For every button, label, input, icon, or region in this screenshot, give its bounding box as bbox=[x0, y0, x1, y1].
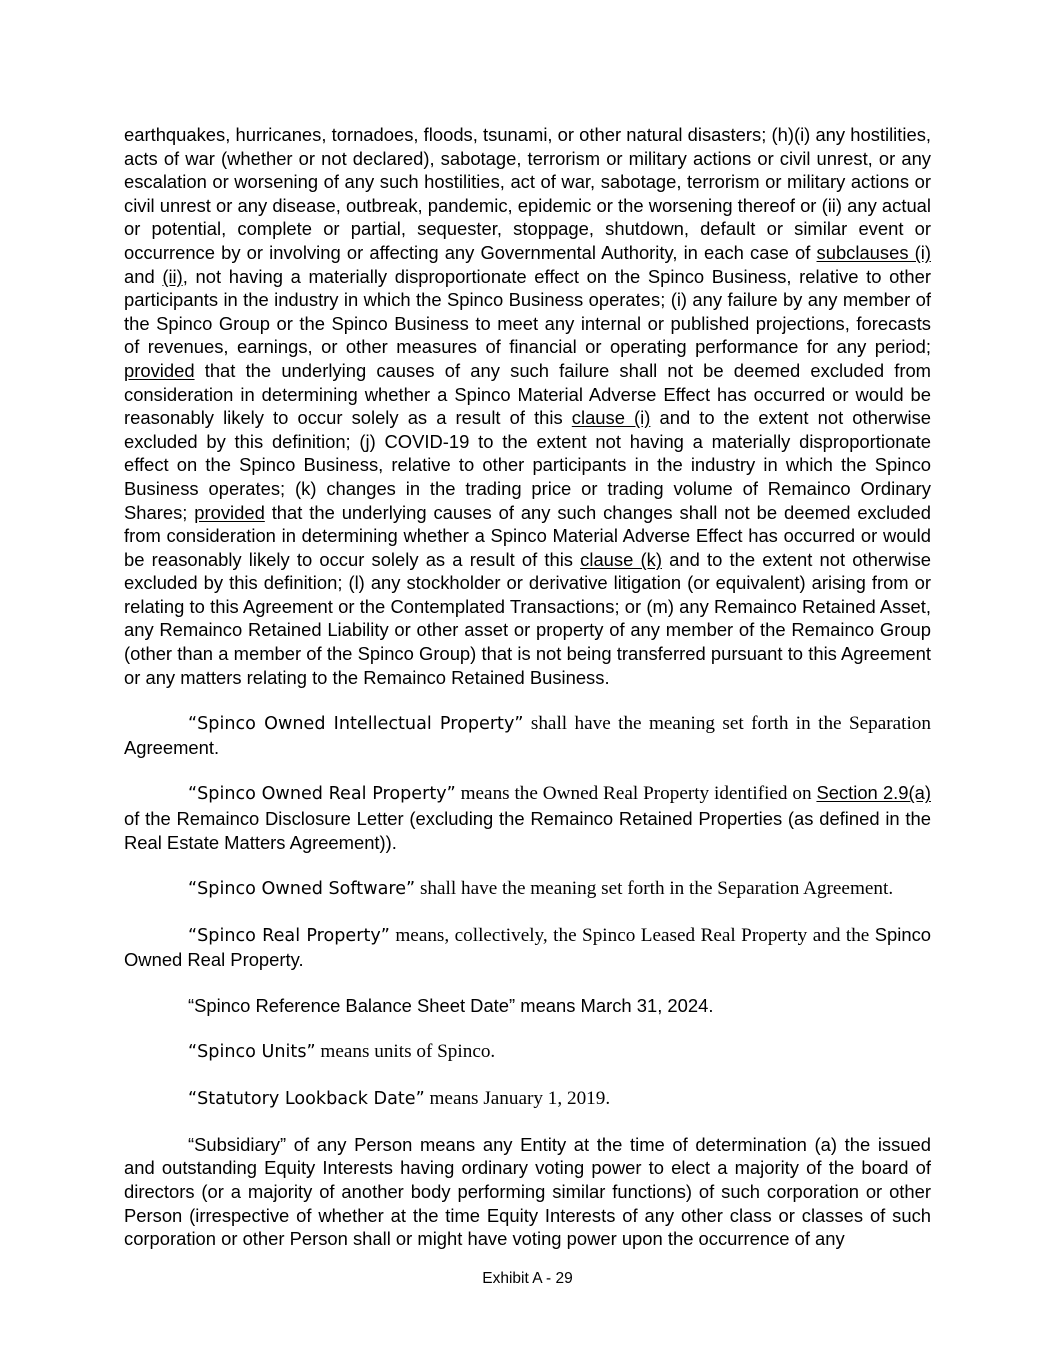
defined-term: “Statutory Lookback Date” bbox=[188, 1088, 425, 1109]
paragraph-text: , not having a materially disproportionate effect on the Spinco Business, relative to other participants in the industry in which the Spinco Business operates; (i) any failure by any member of the Spinco Group or the Spinco Business to meet any internal or published projections, forecasts of revenues, earnings, or other measures of financial or operating performance for any period; bbox=[124, 265, 931, 358]
definition-text: means units of Spinco. bbox=[315, 1040, 496, 1062]
paragraph-text: and to the extent not otherwise excluded by this definition; (l) any stockholder or derivative litigation (or equivalent) arising from or relating to this Agreement or the Contemplated Transactions; or (m) any Remainco Retained Asset, any Remainco Retained Liability or other asset or property of any member of the Remainco Group (other than a member of the Spinco Group) that is not being transferred pursuant to this Agreement or any matters relating to the Remainco Retained Business. bbox=[124, 548, 931, 688]
underlined-proviso: provided bbox=[124, 359, 195, 381]
definition-text: shall have the meaning set forth in the Separation bbox=[523, 712, 931, 734]
underlined-reference: clause (k) bbox=[580, 548, 662, 570]
definition-text: Agreement. bbox=[124, 737, 220, 759]
definition-spinco-owned-software bbox=[124, 876, 931, 902]
defined-term: “Spinco Owned Real Property” bbox=[188, 784, 456, 805]
definition-statutory-lookback-date bbox=[124, 1086, 931, 1112]
paragraph-text: that the underlying causes of any such failure shall not be deemed excluded from consideration in determining whether a Spinco Material Adverse Effect has occurred or would be reasonably likely to occur solely as a result of this bbox=[124, 359, 931, 429]
definition-spinco-owned-real-property bbox=[124, 781, 931, 854]
underlined-reference: (ii) bbox=[162, 265, 183, 287]
paragraph-text: and to the extent not otherwise excluded by this definition; (j) COVID-19 to the extent not having a materially disproportionate effect on the Spinco Business, relative to other participants in the industry in which the Spinco Business operates; (k) changes in the trading price or trading volume of Remainco Ordinary Shares; bbox=[124, 407, 931, 523]
document-body bbox=[124, 123, 931, 1272]
definition-text: means the Owned Real Property identified on bbox=[455, 783, 817, 805]
page-footer: Exhibit A - 29 bbox=[482, 1270, 573, 1287]
definition-spinco-units bbox=[124, 1039, 931, 1065]
definition-text: “Subsidiary” of any Person means any Entity at the time of determination (a) the issued and outstanding Equity Interests having ordinary voting power to elect a majority of the board of directors (or a majority of another body performing similar functions) of such corporation or other Person (irrespective of whether at the time Equity Interests of any other class or classes of such corporation or other Person shall or might have voting power upon the occurrence of any bbox=[124, 1133, 931, 1250]
definition-subsidiary bbox=[124, 1133, 931, 1251]
definition-text: shall have the meaning set forth in the Separation Agreement. bbox=[415, 877, 894, 899]
definition-spinco-real-property bbox=[124, 923, 931, 972]
paragraph-text: that the underlying causes of any such changes shall not be deemed excluded from consideration in determining whether a Spinco Material Adverse Effect has occurred or would be reasonably likely to occur solely as a result of this bbox=[124, 501, 931, 570]
defined-term: “Spinco Owned Software” bbox=[188, 878, 416, 899]
underlined-reference: clause (i) bbox=[571, 407, 651, 429]
definition-spinco-reference-balance-sheet-date bbox=[124, 994, 931, 1018]
definition-text: Spinco Owned Real Property. bbox=[124, 923, 931, 971]
definition-text: “Spinco Reference Balance Sheet Date” means March 31, 2024. bbox=[188, 994, 714, 1016]
definition-text: means, collectively, the Spinco Leased Real Property and the bbox=[389, 924, 875, 946]
definition-text: means January 1, 2019. bbox=[424, 1087, 611, 1109]
defined-term: “Spinco Units” bbox=[188, 1041, 316, 1062]
underlined-reference: subclauses (i) bbox=[816, 241, 931, 263]
definition-text: of the Remainco Disclosure Letter (excluding the Remainco Retained Properties (as defined in the Real Estate Matters Agreement)). bbox=[124, 808, 931, 853]
underlined-proviso: provided bbox=[194, 501, 265, 523]
section-reference: Section 2.9(a) bbox=[816, 782, 931, 804]
defined-term: “Spinco Real Property” bbox=[188, 925, 390, 946]
paragraph-material-adverse-effect-continued bbox=[124, 123, 931, 689]
definition-spinco-owned-intellectual-property bbox=[124, 711, 931, 760]
paragraph-text: earthquakes, hurricanes, tornadoes, floods, tsunami, or other natural disasters; (h)(i) any hostilities, acts of war (whether or not declared), sabotage, terrorism or military actions or civil unrest, or any escalation or worsening of any such hostilities, act of war, sabotage, terrorism or military actions or civil unrest or any disease, outbreak, pandemic, epidemic or the worsening thereof or (ii) any actual or potential, complete or partial, sequester, stoppage, shutdown, default or similar event or occurrence by or involving or affecting any Governmental Authority, in each case of bbox=[124, 124, 931, 263]
paragraph-text: and bbox=[124, 265, 163, 287]
defined-term: “Spinco Owned Intellectual Property” bbox=[188, 713, 524, 734]
